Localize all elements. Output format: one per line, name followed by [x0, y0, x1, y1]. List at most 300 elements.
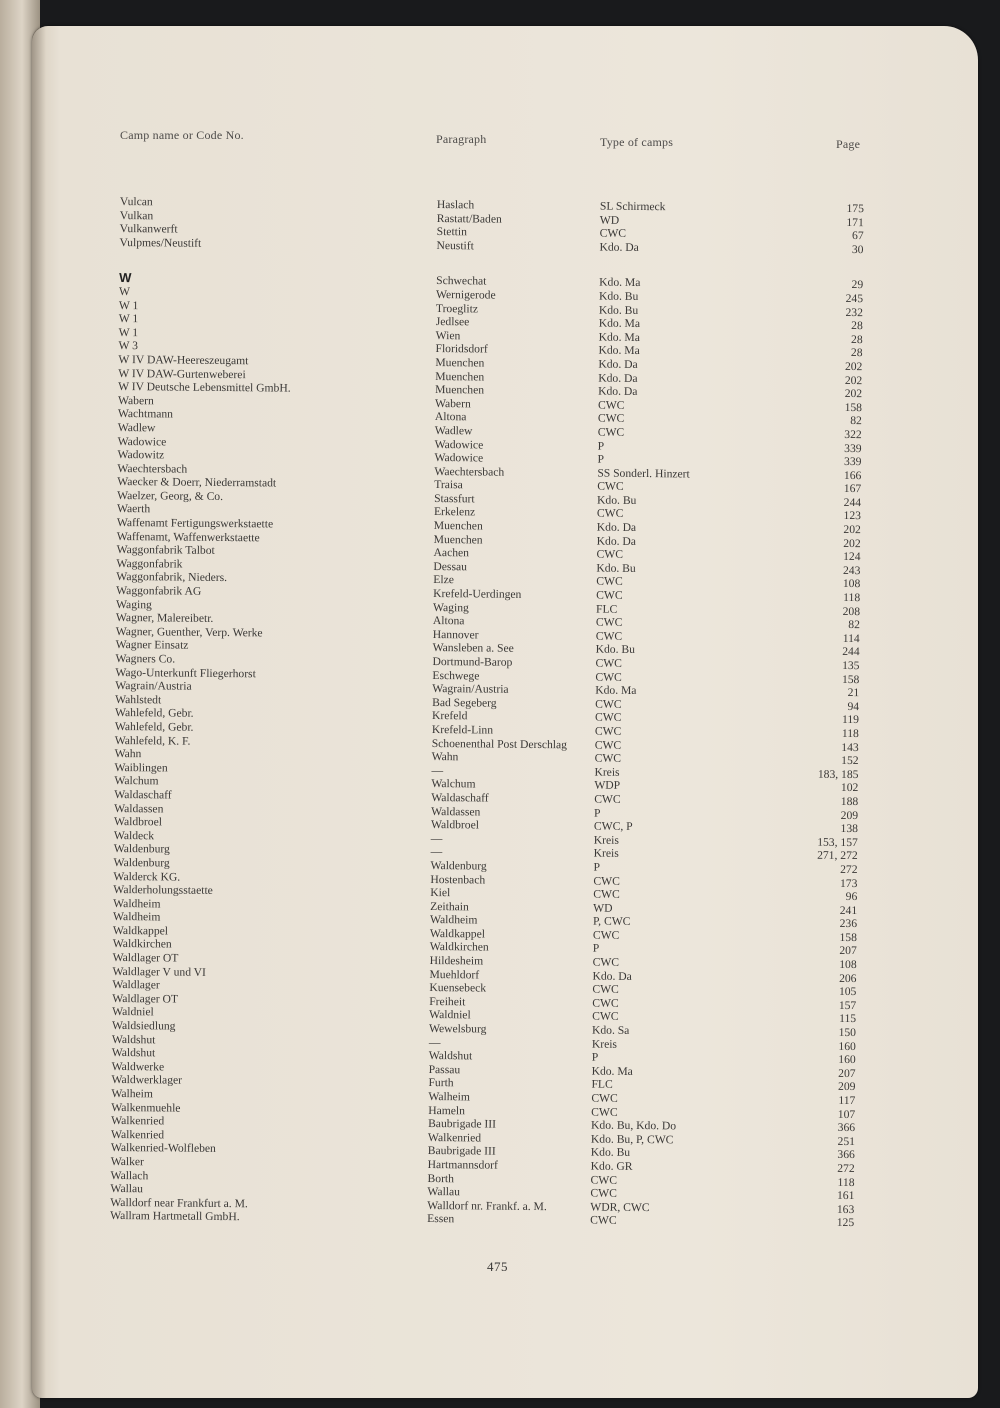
camp-type-cell: SL Schirmeck [599, 199, 666, 214]
paragraph-cell: Walldorf nr. Frankf. a. M. [427, 1198, 547, 1213]
camp-name-cell: Wachtmann [117, 407, 174, 421]
camp-name-cell: Waldkirchen [112, 937, 172, 951]
camp-name-cell: Waecker & Doerr, Niederramstadt [117, 475, 277, 490]
page-ref-cell: 82 [848, 618, 860, 632]
page-ref-cell: 119 [841, 713, 860, 727]
paragraph-cell: Altona [432, 614, 465, 628]
camp-type-cell: CWC [591, 1091, 618, 1105]
camp-name-cell: Waldlager OT [112, 991, 179, 1006]
page-ref-cell: 202 [844, 359, 863, 374]
paragraph-cell: Troeglitz [435, 301, 479, 316]
camp-name-cell: Wallau [110, 1182, 144, 1196]
paragraph-cell: Waldkappel [429, 926, 486, 941]
paragraph-cell: Rastatt/Baden [436, 211, 502, 226]
page-ref-cell: 243 [842, 563, 861, 577]
camp-type-cell: CWC [590, 1186, 617, 1200]
paragraph-cell: Wahn [431, 750, 459, 764]
paragraph-cell: Waldassen [431, 804, 481, 819]
camp-type-cell: Kdo. Bu, Kdo. Do [591, 1118, 677, 1133]
camp-name-cell: Waldkappel [112, 923, 169, 938]
paragraph-cell: Bad Segeberg [432, 695, 497, 710]
camp-type-cell: Kdo. Bu [598, 303, 639, 317]
camp-type-cell: CWC [593, 887, 620, 901]
page-ref-cell: 105 [838, 985, 857, 999]
page-ref-cell: 207 [838, 1066, 856, 1080]
camp-name-cell: Waelzer, Georg, & Co. [117, 488, 224, 503]
page-ref-cell: 28 [850, 346, 863, 360]
camp-name-cell: Walchum [114, 774, 159, 788]
paragraph-cell: Borth [427, 1171, 455, 1185]
camp-type-cell: WD [599, 213, 620, 227]
paragraph-cell: — [428, 1035, 441, 1049]
page-ref-cell: 152 [841, 754, 859, 768]
paragraph-cell: Muenchen [435, 369, 485, 384]
camp-name-cell: Walderck KG. [113, 869, 181, 884]
page-ref-cell: 118 [837, 1175, 855, 1189]
camp-name-cell: Wadowice [117, 434, 167, 448]
page-ref-cell: 158 [844, 400, 863, 414]
camp-type-cell: CWC [596, 507, 624, 521]
page-ref-cell: 244 [842, 645, 860, 659]
camp-type-cell: CWC [594, 724, 622, 738]
camp-name-cell: Wahn [114, 747, 142, 761]
paragraph-cell: Walchum [431, 777, 476, 791]
paragraph-cell: Haslach [436, 198, 475, 212]
paragraph-cell: Essen [427, 1212, 455, 1226]
camp-type-cell: Kreis [593, 833, 620, 847]
paragraph-cell: Traisa [434, 478, 463, 492]
page-ref-cell: 322 [844, 427, 862, 442]
page-ref-cell: 115 [839, 1012, 857, 1026]
paragraph-cell: Hartmannsdorf [427, 1157, 498, 1172]
page-ref-cell: 272 [837, 1161, 855, 1176]
page-ref-cell: 117 [838, 1093, 856, 1108]
camp-type-cell: CWC [595, 656, 623, 670]
camp-type-cell: Kdo. Da [596, 534, 637, 548]
paragraph-cell: Waging [432, 600, 469, 614]
page-ref-cell: 166 [843, 468, 862, 482]
index-page [32, 26, 978, 1398]
page-ref-cell: 202 [844, 387, 863, 401]
camp-name-cell: Waldaschaff [114, 787, 172, 802]
camp-name-cell: Waldheim [113, 910, 161, 924]
camp-name-cell: W 1 [118, 325, 139, 339]
paragraph-cell: Waldenburg [430, 858, 487, 873]
camp-type-cell: Kreis [593, 846, 619, 861]
camp-name-cell: Wagner Einsatz [115, 638, 189, 653]
camp-name-cell: W IV Deutsche Lebensmittel GmbH. [118, 380, 291, 395]
page-ref-cell: 167 [843, 482, 862, 496]
camp-type-cell: P [594, 806, 601, 820]
page-ref-cell: 30 [851, 242, 864, 256]
camp-name-cell: Waldlager OT [112, 951, 179, 965]
camp-type-cell: CWC [597, 425, 625, 439]
camp-name-cell: Waldheim [113, 896, 161, 911]
camp-name-cell: Vulcan [119, 195, 153, 209]
camp-name-cell: W 1 [118, 298, 139, 312]
page-ref-cell: 339 [844, 455, 862, 469]
camp-name-cell: Vulkanwerft [119, 222, 178, 236]
header-camp-name: Camp name or Code No. [120, 128, 244, 142]
camp-name-cell: Waldlager [112, 978, 160, 992]
camp-type-cell: FLC [591, 1077, 613, 1092]
page-ref-cell: 366 [837, 1121, 856, 1135]
camp-type-cell: CWC [597, 398, 625, 412]
camp-type-cell: CWC [596, 575, 623, 589]
camp-type-cell: CWC [591, 1105, 618, 1119]
paragraph-cell: Furth [428, 1076, 454, 1090]
page-ref-cell: 206 [839, 971, 857, 985]
camp-type-cell: Kdo. Da [598, 357, 638, 371]
paragraph-cell: Wansleben a. See [432, 641, 514, 656]
paragraph-cell: Wadowice [434, 437, 484, 451]
camp-name-cell: Waffenamt, Waffenwerkstaette [116, 529, 260, 545]
page-ref-cell: 29 [851, 278, 864, 292]
camp-type-cell: CWC [597, 479, 624, 494]
paragraph-cell: Baubrigade III [427, 1144, 496, 1159]
page-ref-cell: 366 [837, 1148, 855, 1162]
paragraph-cell: Neustift [436, 238, 474, 253]
camp-name-cell: Waggonfabrik, Nieders. [116, 570, 228, 585]
page-ref-cell: 150 [838, 1025, 857, 1040]
paragraph-cell: Dortmund-Barop [432, 655, 513, 669]
paragraph-cell: Wallau [427, 1185, 461, 1199]
camp-name-cell: Wadowitz [117, 448, 165, 462]
paragraph-cell: Muehldorf [429, 967, 480, 982]
page-ref-cell: 157 [838, 998, 857, 1012]
paragraph-cell: Jedlsee [435, 315, 470, 329]
page-ref-cell: 158 [839, 930, 857, 944]
camp-type-cell: CWC [592, 996, 619, 1010]
paragraph-cell: Stassfurt [434, 491, 475, 506]
camp-type-cell: P [592, 942, 600, 956]
paragraph-cell: Muenchen [433, 532, 483, 547]
paragraph-cell: Waldaschaff [431, 790, 489, 805]
camp-type-cell: CWC [597, 411, 625, 426]
paragraph-cell: Floridsdorf [435, 342, 488, 356]
paragraph-cell: Elze [433, 573, 454, 587]
page-ref-cell: 138 [840, 822, 859, 836]
page-ref-cell: 202 [843, 536, 861, 550]
camp-type-cell: CWC [594, 751, 622, 765]
camp-type-cell: Kdo. Ma [591, 1064, 633, 1078]
paragraph-cell: — [430, 845, 443, 859]
page-ref-cell: 102 [840, 781, 859, 795]
camp-name-cell: Wagner, Guenther, Verp. Werke [115, 624, 263, 640]
camp-name-cell: W 1 [118, 312, 139, 326]
paragraph-cell: Erkelenz [433, 505, 476, 519]
camp-name-cell: Wahlstedt [115, 692, 162, 707]
page-ref-cell: 183, 185 [817, 767, 859, 781]
camp-name-cell: Waldshut [111, 1046, 156, 1060]
camp-type-cell: Kdo. Ma [599, 275, 641, 290]
paragraph-cell: Freiheit [429, 994, 466, 1009]
paragraph-cell: Aachen [433, 546, 470, 560]
page-ref-cell: 244 [843, 495, 862, 510]
page-ref-cell: 114 [842, 631, 860, 645]
camp-name-cell: Wahlefeld, Gebr. [114, 706, 194, 721]
camp-name-cell: W IV DAW-Gurtenweberei [118, 366, 246, 381]
paragraph-cell: Hostenbach [430, 872, 486, 887]
camp-type-cell: Kdo. Da [598, 384, 638, 399]
camp-type-cell: CWC [596, 547, 624, 562]
camp-type-cell: Kdo. Bu, P, CWC [590, 1132, 674, 1147]
paragraph-cell: Wabern [434, 396, 471, 411]
page-ref-cell: 171 [846, 215, 864, 229]
paragraph-cell: Wernigerode [435, 288, 496, 302]
camp-type-cell: CWC [594, 738, 622, 752]
camp-type-cell: CWC [599, 226, 627, 241]
camp-type-cell: Kdo. Bu [590, 1145, 631, 1160]
paragraph-cell: — [431, 763, 444, 777]
paragraph-cell: Kiel [430, 886, 451, 900]
page-ref-cell: 118 [841, 726, 859, 741]
page-ref-cell: 188 [840, 794, 859, 809]
paragraph-cell: Krefeld [431, 709, 468, 723]
camp-name-cell: Wahlefeld, K. F. [114, 733, 191, 748]
camp-name-cell: Waldsiedlung [111, 1018, 176, 1033]
camp-type-cell: Kdo. Ma [595, 683, 637, 698]
paragraph-cell: Hannover [432, 627, 479, 642]
page-ref-cell: 202 [843, 523, 861, 537]
camp-type-cell: FLC [595, 602, 618, 616]
page-ref-cell: 107 [837, 1107, 856, 1121]
camp-type-cell: WDP [594, 778, 621, 793]
camp-name-cell: Walkenried [110, 1127, 165, 1142]
header-paragraph: Paragraph [436, 132, 487, 146]
camp-name-cell: Waldenburg [113, 855, 170, 870]
camp-type-cell: Kdo. Sa [591, 1023, 630, 1037]
header-page: Page [836, 137, 861, 151]
camp-name-cell: Waggonfabrik [116, 556, 183, 571]
paragraph-cell: Muenchen [435, 383, 485, 397]
camp-type-cell: P [597, 439, 605, 453]
camp-type-cell: CWC [590, 1213, 617, 1228]
page-ref-cell: 163 [836, 1202, 855, 1216]
camp-type-cell: CWC [592, 955, 620, 969]
camp-name-cell: Waerth [116, 502, 151, 516]
camp-type-cell: P, CWC [592, 914, 631, 929]
camp-name-cell: Wadlew [117, 420, 156, 435]
camp-name-cell: Wagner, Malereibetr. [115, 611, 214, 626]
camp-type-cell: Kdo. Bu [596, 561, 636, 575]
camp-type-cell: CWC [595, 697, 622, 711]
paragraph-cell: Wewelsburg [428, 1022, 487, 1036]
page-ref-cell: 241 [839, 903, 858, 917]
camp-type-cell: Kdo. Ma [598, 316, 641, 331]
paragraph-cell: Wien [435, 328, 461, 343]
page-ref-cell: 271, 272 [817, 849, 858, 863]
paragraph-cell: Muenchen [435, 355, 485, 370]
camp-type-cell: CWC [592, 982, 619, 997]
camp-type-cell: CWC [592, 928, 620, 942]
page-ref-cell: 135 [842, 658, 860, 673]
paragraph-cell: Schwechat [436, 274, 487, 288]
paragraph-cell: — [430, 831, 443, 845]
page-ref-cell: 251 [837, 1134, 856, 1148]
camp-type-cell: Kdo. Da [592, 969, 632, 983]
paragraph-cell: Hildesheim [429, 954, 484, 968]
camp-type-cell: CWC [590, 1173, 618, 1187]
camp-type-cell: Kdo. Bu [598, 289, 639, 303]
camp-name-cell: Waldeck [113, 828, 155, 843]
page-ref-cell: 158 [841, 672, 860, 686]
page-ref-cell: 21 [847, 686, 860, 700]
camp-type-cell: Kdo. Ma [598, 343, 640, 358]
camp-type-cell: WDR, CWC [590, 1200, 650, 1214]
paragraph-cell: Walheim [428, 1090, 470, 1104]
camp-name-cell: Waldenburg [113, 842, 170, 856]
page-ref-cell: 161 [836, 1189, 855, 1203]
camp-type-cell: WD [593, 901, 613, 915]
paragraph-cell: Waldheim [429, 913, 478, 927]
paragraph-cell: Waldshut [428, 1049, 473, 1063]
page-ref-cell: 96 [845, 890, 858, 904]
camp-type-cell: CWC [595, 670, 622, 684]
page-ref-cell: 339 [844, 441, 862, 455]
index-table [22, 194, 978, 1231]
camp-type-cell: P [591, 1050, 599, 1064]
page-ref-cell: 175 [846, 201, 864, 216]
camp-name-cell: Waldshut [111, 1032, 156, 1047]
camp-type-cell: CWC, P [593, 819, 633, 834]
camp-name-cell: Walderholungsstaette [113, 883, 213, 898]
paragraph-cell: Waldbroel [430, 818, 480, 832]
page-number: 475 [487, 1259, 508, 1274]
camp-type-cell: Kdo. Ma [598, 330, 640, 344]
camp-name-cell: Waldniel [112, 1005, 154, 1019]
page-ref-cell: 108 [842, 577, 861, 591]
camp-type-cell: Kdo. Da [598, 371, 638, 385]
camp-name-cell: Wagrain/Austria [115, 679, 192, 693]
camp-name-cell: Wago-Unterkunft Fliegerhorst [115, 665, 256, 680]
camp-name-cell: Vulpmes/Neustift [119, 235, 202, 250]
camp-name-cell: Walldorf near Frankfurt a. M. [110, 1195, 248, 1211]
camp-type-cell: CWC [592, 1010, 619, 1024]
page-ref-cell: 143 [841, 740, 859, 754]
camp-name-cell: Wabern [117, 393, 154, 408]
paragraph-cell: Waldkirchen [429, 940, 489, 955]
page-ref-cell: 123 [843, 509, 862, 523]
camp-name-cell: Walkenried-Wolfleben [110, 1141, 216, 1156]
camp-name-cell: Waldwerklager [111, 1073, 183, 1088]
paragraph-cell: Baubrigade III [428, 1117, 497, 1131]
page-ref-cell: 118 [843, 590, 861, 605]
camp-type-cell: CWC [595, 629, 623, 643]
page-ref-cell: 209 [840, 808, 859, 822]
camp-name-cell: Waiblingen [114, 760, 168, 775]
camp-name-cell: Wahlefeld, Gebr. [114, 719, 194, 734]
camp-name-cell: Walker [110, 1154, 144, 1169]
page-ref-cell: 272 [840, 862, 858, 877]
camp-type-cell: SS Sonderl. Hinzert [597, 466, 690, 481]
paragraph-cell: Wadowice [434, 451, 484, 465]
camp-name-cell: Vulkan [119, 208, 154, 222]
camp-type-cell: CWC [594, 710, 622, 725]
camp-type-cell: Kdo. Bu [597, 493, 637, 507]
camp-name-cell: Wallach [110, 1168, 149, 1182]
camp-name-cell: W IV DAW-Heereszeugamt [118, 352, 249, 368]
camp-name-cell: Wallram Hartmetall GmbH. [110, 1209, 240, 1224]
page-ref-cell: 124 [843, 550, 861, 564]
camp-name-cell: Waldassen [114, 801, 164, 815]
page-ref-cell: 82 [850, 414, 862, 428]
camp-type-cell: CWC [593, 874, 620, 888]
page-ref-cell: 207 [839, 944, 857, 958]
camp-name-cell: Waggonfabrik AG [116, 584, 202, 598]
camp-name-cell: Walheim [111, 1086, 154, 1101]
page-ref-cell: 209 [838, 1080, 856, 1094]
camp-type-cell: CWC [595, 615, 623, 630]
page-ref-cell: 202 [844, 373, 863, 387]
paragraph-cell: Altona [434, 410, 467, 424]
page-ref-cell: 236 [839, 917, 858, 931]
paragraph-cell: Stettin [436, 225, 468, 239]
camp-type-cell: Kdo. GR [590, 1159, 633, 1173]
page-ref-cell: 208 [842, 604, 861, 618]
paragraph-cell: Eschwege [432, 668, 480, 683]
camp-type-cell: Kdo. Bu [595, 642, 636, 657]
page-ref-cell: 94 [847, 699, 860, 713]
paragraph-cell: Krefeld-Linn [431, 722, 494, 737]
paragraph-cell: Muenchen [433, 519, 483, 533]
camp-type-cell: CWC [594, 792, 621, 806]
paragraph-cell: Waechtersbach [434, 464, 505, 479]
paragraph-cell: Wagrain/Austria [432, 682, 509, 696]
camp-name-cell: W [119, 270, 132, 286]
camp-type-cell: Kreis [591, 1037, 618, 1051]
camp-type-cell: P [593, 860, 601, 874]
paragraph-cell: Hameln [428, 1103, 465, 1117]
page-ref-cell: 160 [838, 1039, 856, 1053]
page-ref-cell: 28 [851, 319, 863, 333]
paragraph-cell: Walkenried [427, 1130, 482, 1145]
paragraph-cell: Krefeld-Uerdingen [433, 587, 522, 601]
camp-name-cell: Wagners Co. [115, 651, 176, 666]
paragraph-cell: Wadlew [434, 423, 473, 438]
camp-name-cell: Waechtersbach [117, 461, 188, 476]
camp-type-cell: P [597, 452, 605, 466]
page-ref-cell: 245 [845, 291, 864, 306]
camp-name-cell: Walkenmuehle [111, 1100, 181, 1115]
camp-type-cell: CWC [596, 588, 623, 602]
camp-name-cell: Waffenamt Fertigungswerkstaette [116, 516, 274, 531]
paragraph-cell: Waldniel [429, 1008, 471, 1022]
camp-name-cell: Walkenried [111, 1114, 165, 1128]
camp-name-cell: Waldbroel [113, 815, 163, 829]
paragraph-cell: Kuensebeck [429, 981, 487, 995]
camp-type-cell: Kdo. Da [599, 240, 639, 254]
camp-type-cell: Kreis [594, 765, 620, 779]
camp-name-cell: Waldlager V und VI [112, 964, 207, 979]
paragraph-cell: Schoenenthal Post Derschlag [431, 736, 568, 751]
camp-name-cell: Waldwerke [111, 1059, 165, 1074]
page-ref-cell: 28 [850, 332, 863, 346]
camp-name-cell: Waggonfabrik Talbot [116, 543, 215, 558]
page-ref-cell: 153, 157 [817, 835, 858, 849]
camp-name-cell: Waging [116, 597, 152, 611]
page-ref-cell: 232 [845, 305, 863, 319]
page-ref-cell: 108 [839, 958, 857, 972]
page-ref-cell: 125 [836, 1216, 855, 1230]
camp-type-cell: Kdo. Da [596, 520, 637, 535]
page-ref-cell: 67 [851, 229, 864, 243]
paragraph-cell: Zeithain [430, 899, 469, 914]
page-ref-cell: 160 [838, 1053, 856, 1067]
camp-name-cell: W [119, 284, 131, 299]
page-ref-cell: 173 [839, 876, 858, 890]
paragraph-cell: Passau [428, 1062, 461, 1077]
